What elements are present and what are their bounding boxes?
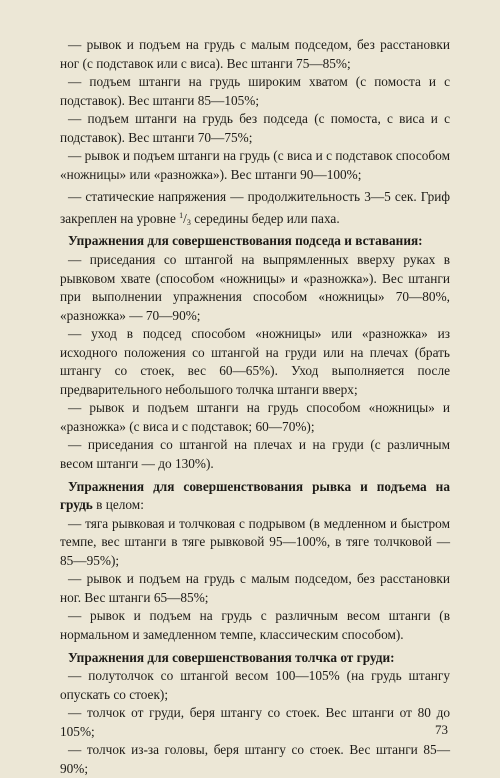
section-heading-1 [60,232,450,251]
list-item-10: — тяга рывковая и толчковая с подрывом (в медленном и быстром темпе, вес штанги в тяге рывковой 95—100%, в тяге толчковой — 85—95%); [60,515,450,568]
list-item-14: — толчок от груди, беря штангу со стоек. Вес штанги от 80 до 105%; [60,705,450,739]
list-item-7: — уход в подсед способом «ножницы» или «разножка» из исходного положения со штангой на груди или на плечах (брать штангу со стоек, вес 60—65%). Уход выполняется после предварительного небольшого толчка штанги вверх; [60,326,450,397]
list-item-15: — толчок из-за головы, беря штангу со стоек. Вес штанги 85—90%; [60,742,450,776]
list-item-5-text-before: — статические напряжения — продолжительность 3—5 сек. Гриф закреплен на уровне [60,189,450,226]
list-item-8: — рывок и подъем штанги на грудь способом «ножницы» и «разножка» (с виса и с подставок; 60—70%); [60,400,450,434]
section-heading-2-rest: в целом: [92,497,144,513]
list-item-6: — приседания со штангой на выпрямленных вверху руках в рывковом хвате (способом «ножницы» и «разножка»). Вес штанги при выполнении упражнения способом «ножницы» 70—80%, «разножка» — 70—90%; [60,252,450,323]
list-item-1: — рывок и подъем на грудь с малым подседом, без расстановки ног (с подставок или с виса). Вес штанги 75—85%; [60,37,450,71]
section-heading-1-bold: Упражнения для совершенствования подседа и вставания: [68,233,423,249]
list-item-11: — рывок и подъем на грудь с малым подседом, без расстановки ног. Вес штанги 65—85%; [60,571,450,605]
list-item-5-text-after: середины бедер или паха. [190,210,340,226]
section-heading-2 [60,478,450,515]
list-item-9: — приседания со штангой на плечах и на груди (с различным весом штанги — до 130%). [60,437,450,472]
list-item-12: — рывок и подъем на грудь с различным весом штанги (в нормальном и замедленном темпе, классическим способом). [60,608,450,642]
main-text [60,36,450,778]
list-item-5: — статические напряжения — продолжительность 3—5 сек. Гриф закреплен на уровне $^1/_3$ середины бедер или паха. [60,189,450,227]
page-number: 73 [435,722,448,737]
section-heading-3-bold: Упражнения для совершенствования толчка от груди: [68,649,395,665]
fraction-denominator: 3 [186,217,191,227]
list-item-4: — рывок и подъем штанги на грудь (с виса и с подставок способом «ножницы» или «разножка»). Вес штанги 90—100%; [60,148,450,182]
list-item-13: — полутолчок со штангой весом 100—105% (на грудь штангу опускать со стоек); [60,668,450,702]
list-item-3: — подъем штанги на грудь без подседа (с помоста, с виса и с подставок). Вес штанги 70—75%; [60,111,450,145]
section-heading-2-bold: Упражнения для совершенствования рывка и подъема на грудь [60,478,450,513]
fraction-numerator: 1 [179,210,184,220]
list-item-2: — подъем штанги на грудь широким хватом (с помоста и с подставок). Вес штанги 85—105%; [60,74,450,108]
section-heading-3 [60,649,450,668]
